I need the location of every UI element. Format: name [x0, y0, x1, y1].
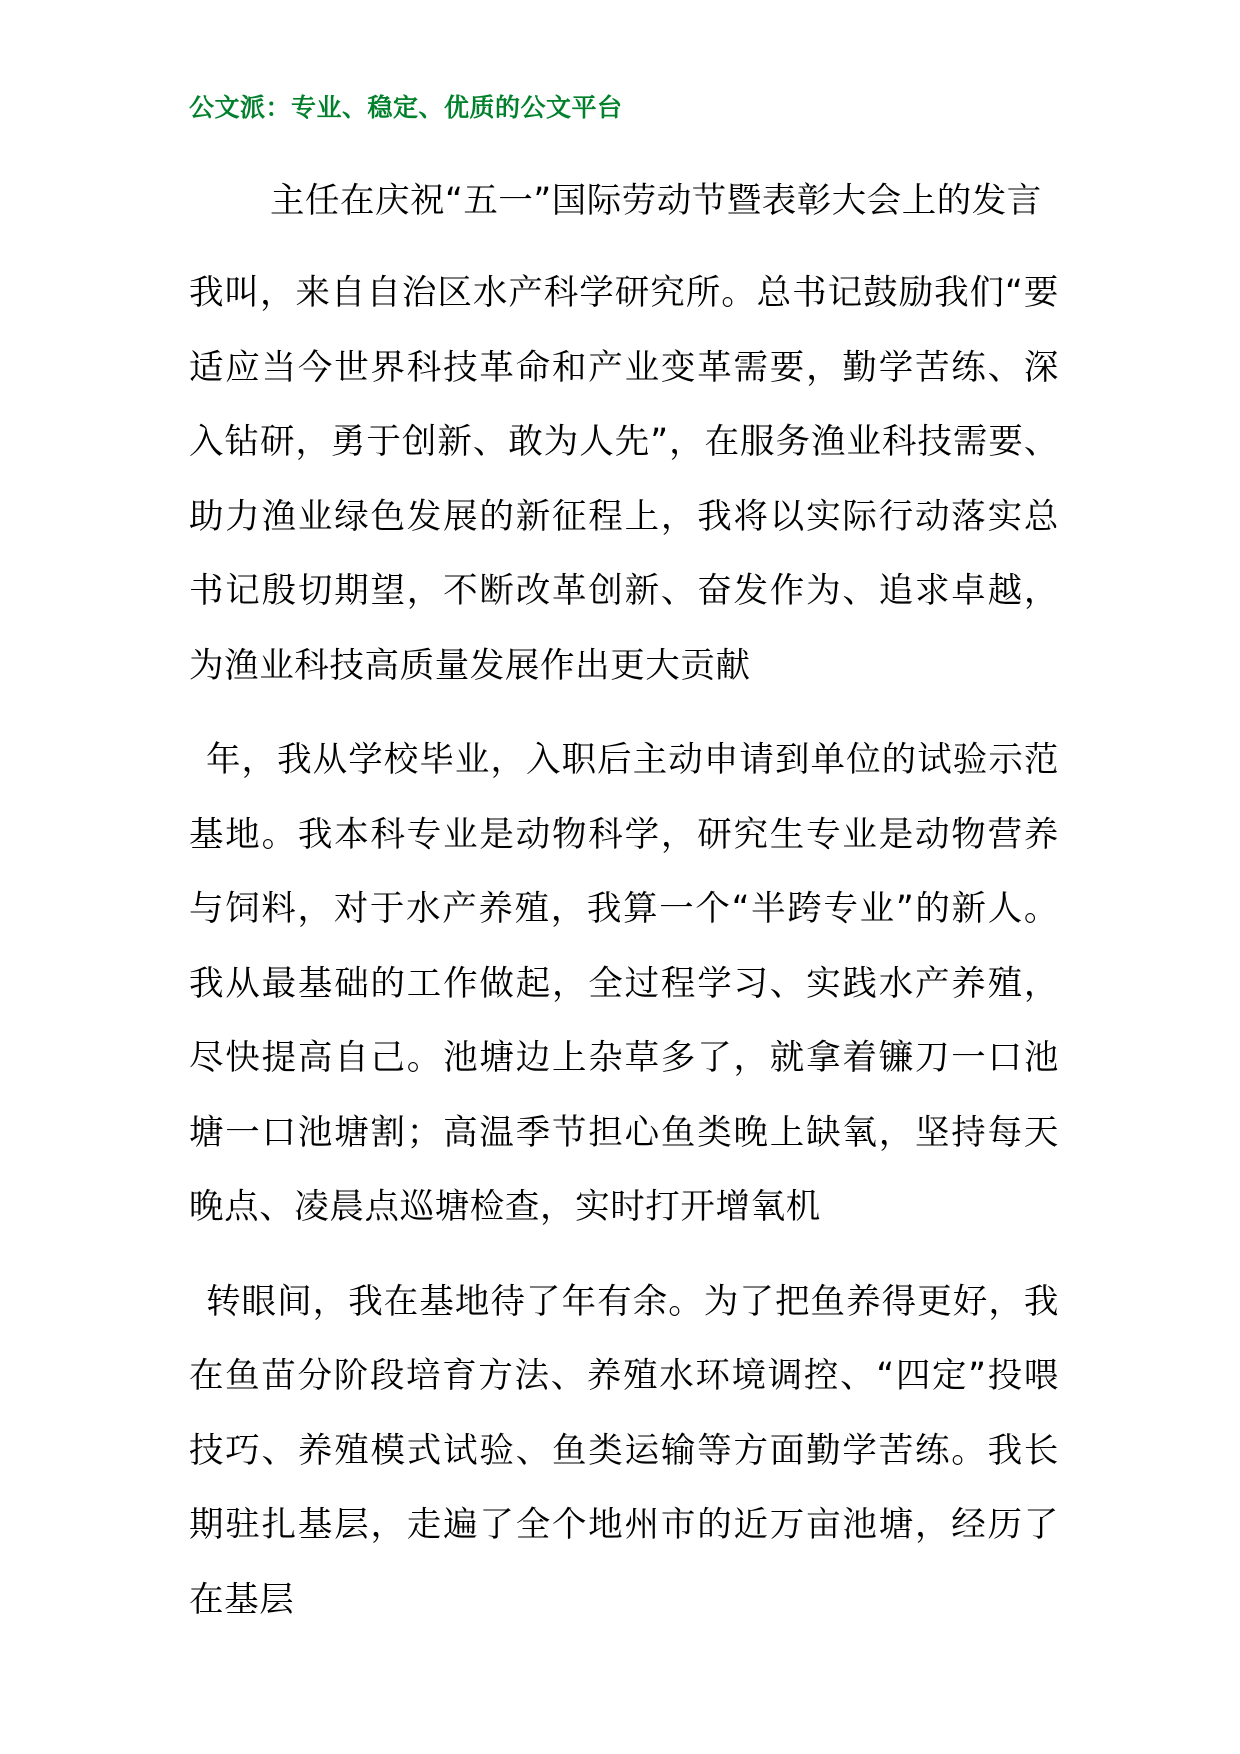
platform-banner: 公文派：专业、稳定、优质的公文平台: [189, 93, 623, 122]
paragraph-graduation: 年，我从学校毕业，入职后主动申请到单位的试验示范基地。我本科专业是动物科学，研究生专业是动物营养与饲料，对于水产养殖，我算一个“半跨专业”的新人。我从最基础的工作做起，全过程学习、实践水产养殖，尽快提高自己。池塘边上杂草多了，就拿着镰刀一口池塘一口池塘割；高温季节担心鱼类晚上缺氧，坚持每天晚点、凌晨点巡塘检查，实时打开增氧机: [189, 740, 1059, 1227]
document-title: 主任在庆祝“五一”国际劳动节暨表彰大会上的发言: [270, 181, 1042, 221]
paragraph-intro: 我叫，来自自治区水产科学研究所。总书记鼓励我们“要适应当今世界科技革命和产业变革需要，勤学苦练、深入钻研，勇于创新、敢为人先”，在服务渔业科技需要、助力渔业绿色发展的新征程上，我将以实际行动落实总书记殷切期望，不断改革创新、奋发作为、追求卓越，为渔业科技高质量发展作出更大贡献: [189, 273, 1059, 686]
document-body: [189, 256, 1059, 1657]
paragraph-base-work: 转眼间，我在基地待了年有余。为了把鱼养得更好，我在鱼苗分阶段培育方法、养殖水环境调控、“四定”投喂技巧、养殖模式试验、鱼类运输等方面勤学苦练。我长期驻扎基层，走遍了全个地州市的近万亩池塘，经历了在基层: [189, 1281, 1059, 1620]
